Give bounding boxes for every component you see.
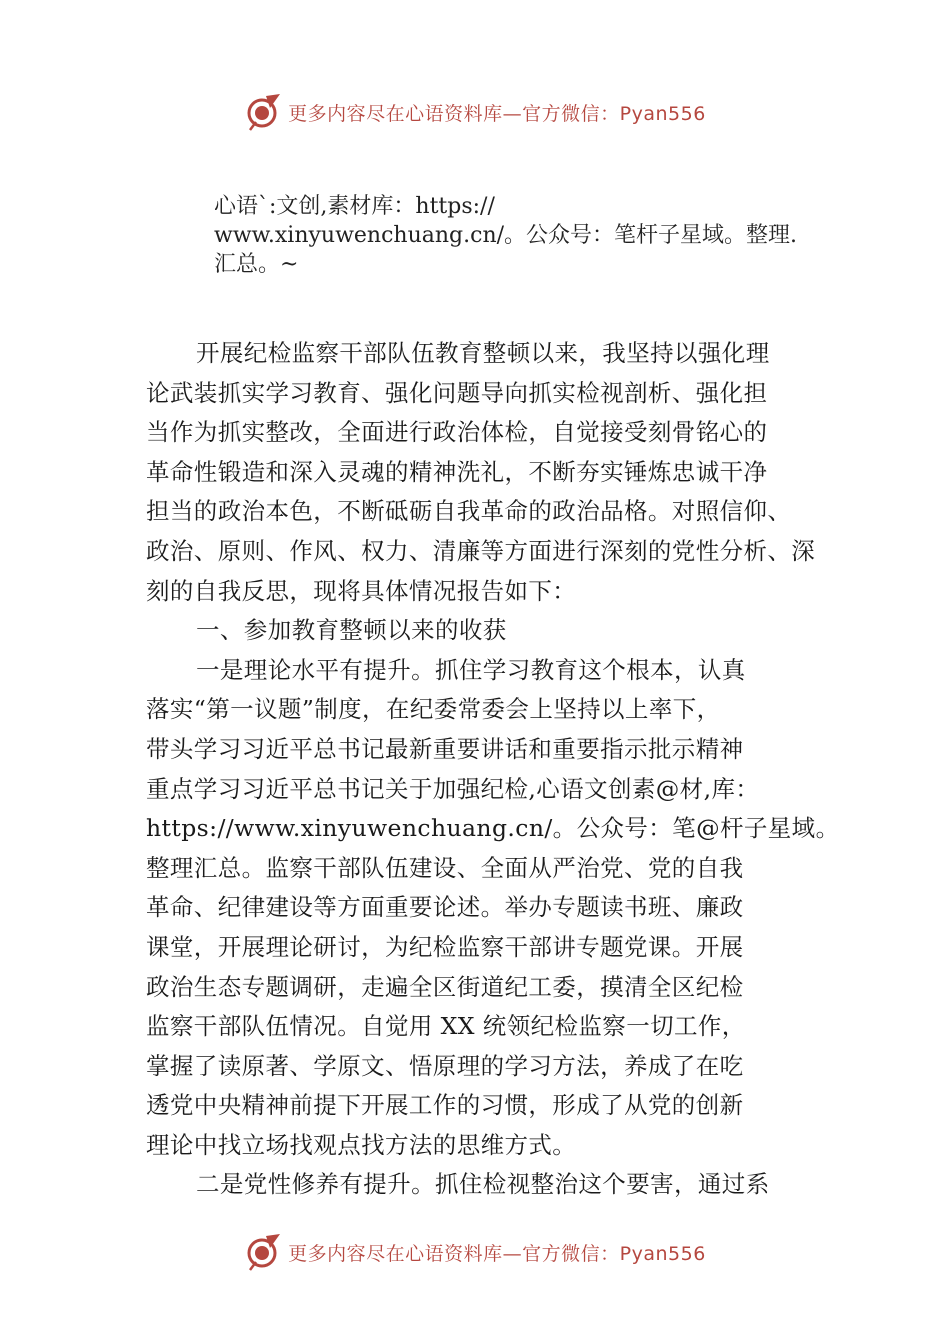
paragraph-line: 透党中央精神前提下开展工作的习惯，形成了从党的创新	[146, 1091, 744, 1120]
paragraph-line: 二是党性修养有提升。抓住检视整治这个要害，通过系	[196, 1170, 770, 1199]
paragraph-line: 当作为抓实整改，全面进行政治体检，自觉接受刻骨铭心的	[146, 418, 768, 447]
wechat-id: Pyan556	[619, 102, 706, 125]
section-heading: 一、参加教育整顿以来的收获	[196, 616, 507, 645]
source-note-line: 心语`:文创,素材库：https://	[214, 194, 495, 219]
paragraph-line: 革命、纪律建设等方面重要论述。举办专题读书班、廉政	[146, 893, 744, 922]
paragraph-line: 重点学习习近平总书记关于加强纪检,心语文创素@材,库：	[146, 774, 760, 803]
header-banner	[0, 92, 950, 132]
report-body	[146, 334, 840, 1205]
quill-pen-seal-icon	[244, 92, 284, 132]
wechat-id: Pyan556	[619, 1242, 706, 1265]
paragraph-line: 刻的自我反思，现将具体情况报告如下：	[146, 576, 577, 605]
source-note	[214, 192, 854, 279]
paragraph-line: 监察干部队伍情况。自觉用 XX 统领纪检监察一切工作，	[146, 1012, 746, 1041]
paragraph-line: 开展纪检监察干部队伍教育整顿以来，我坚持以强化理	[196, 339, 770, 367]
source-note-line: 汇总。~	[214, 252, 299, 277]
paragraph-line: 政治、原则、作风、权力、清廉等方面进行深刻的党性分析、深	[146, 536, 816, 565]
paragraph-line: 落实“第一议题”制度，在纪委常委会上坚持以上率下，	[146, 695, 721, 724]
paragraph-line: https://www.xinyuwenchuang.cn/。公众号：笔@杆子星域。	[146, 814, 840, 843]
source-note-line: www.xinyuwenchuang.cn/。公众号：笔杆子星域。整理.	[214, 223, 798, 248]
paragraph-line: 课堂，开展理论研讨，为纪检监察干部讲专题党课。开展	[146, 932, 744, 961]
paragraph-line: 带头学习习近平总书记最新重要讲话和重要指示批示精神	[146, 734, 744, 763]
paragraph-line: 一是理论水平有提升。抓住学习教育这个根本，认真	[196, 655, 746, 684]
paragraph-line: 论武装抓实学习教育、强化问题导向抓实检视剖析、强化担	[146, 378, 768, 407]
paragraph-line: 革命性锻造和深入灵魂的精神洗礼，不断夯实锤炼忠诚干净	[146, 457, 768, 486]
paragraph-line: 政治生态专题调研，走遍全区街道纪工委，摸清全区纪检	[146, 972, 744, 1001]
banner-text: 更多内容尽在心语资料库—官方微信：Pyan556	[288, 1242, 706, 1265]
paragraph-line: 整理汇总。监察干部队伍建设、全面从严治党、党的自我	[146, 853, 744, 882]
banner-text: 更多内容尽在心语资料库—官方微信：Pyan556	[288, 102, 706, 125]
footer-banner	[0, 1232, 950, 1272]
paragraph-line: 理论中找立场找观点找方法的思维方式。	[146, 1130, 577, 1159]
quill-pen-seal-icon	[244, 1232, 284, 1272]
paragraph-line: 掌握了读原著、学原文、悟原理的学习方法，养成了在吃	[146, 1051, 744, 1080]
paragraph-line: 担当的政治本色，不断砥砺自我革命的政治品格。对照信仰、	[146, 497, 792, 526]
